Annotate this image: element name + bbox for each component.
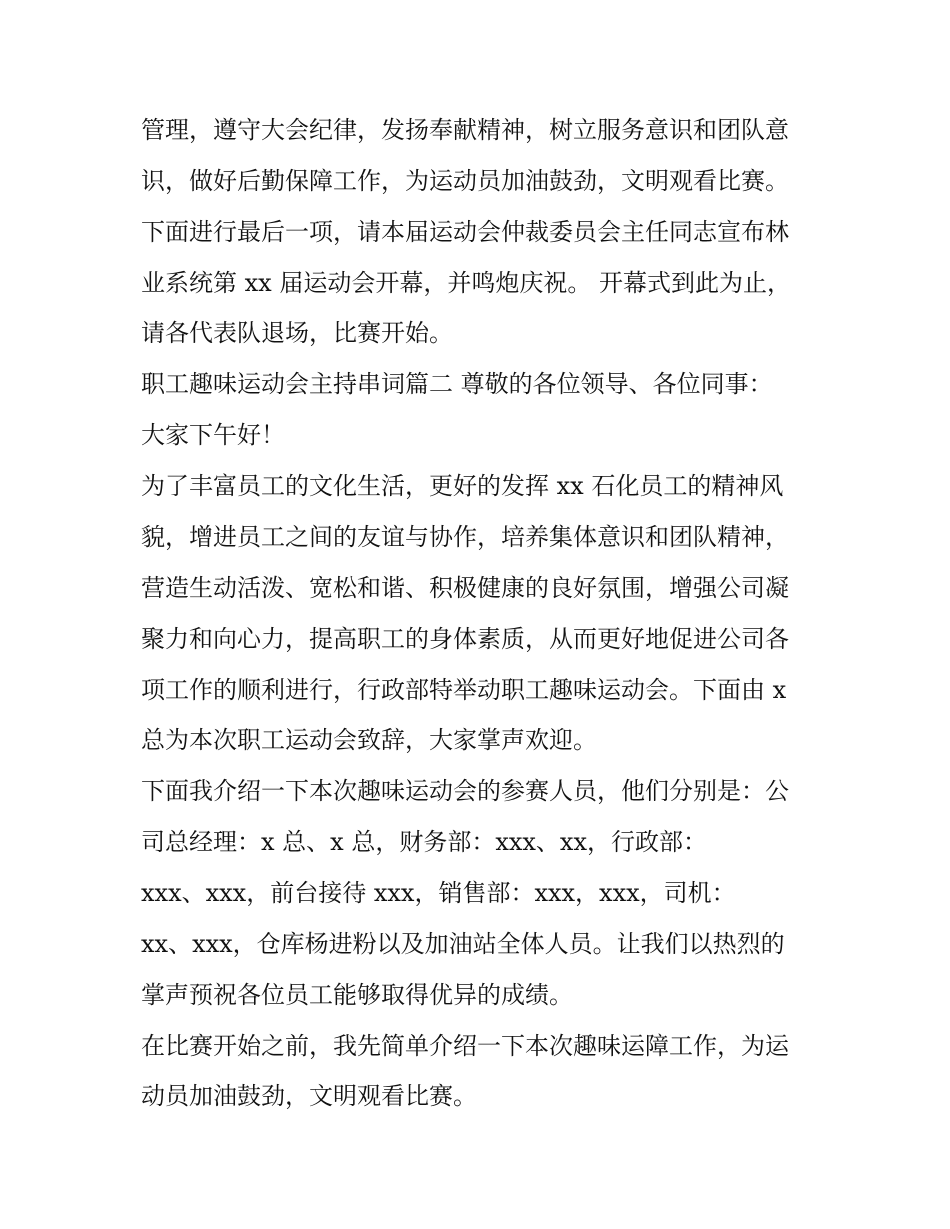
text-line: 下面进行最后一项，请本届运动会仲裁委员会主任同志宣布林	[141, 218, 789, 246]
text-line: 为了丰富员工的文化生活，更好的发挥 xx 石化员工的精神风	[141, 472, 784, 500]
text-line: 在比赛开始之前，我先简单介绍一下本次趣味运障工作，为运	[141, 1032, 789, 1060]
text-line: 聚力和向心力，提高职工的身体素质，从而更好地促进公司各	[141, 625, 789, 653]
text-line: 业系统第 xx 届运动会开幕，并鸣炮庆祝。 开幕式到此为止，	[141, 269, 791, 297]
text-line: xx、xxx，仓库杨进粉以及加油站全体人员。让我们以热烈的	[141, 930, 785, 958]
text-line: xxx、xxx，前台接待 xxx，销售部：xxx，xxx，司机：	[141, 879, 736, 907]
text-line: 识，做好后勤保障工作，为运动员加油鼓劲，文明观看比赛。	[141, 167, 789, 195]
text-line: 营造生动活泼、宽松和谐、积极健康的良好氛围，增强公司凝	[141, 574, 789, 602]
section-heading-line: 职工趣味运动会主持串词篇二 尊敬的各位领导、各位同事：	[141, 370, 773, 398]
greeting-line: 大家下午好！	[141, 421, 285, 449]
text-line: 下面我介绍一下本次趣味运动会的参赛人员，他们分别是：公	[141, 777, 789, 805]
text-line: 总为本次职工运动会致辞，大家掌声欢迎。	[141, 726, 597, 754]
text-line: 请各代表队退场，比赛开始。	[141, 319, 453, 347]
text-line: 项工作的顺利进行，行政部特举动职工趣味运动会。下面由 x	[141, 676, 787, 704]
text-line: 掌声预祝各位员工能够取得优异的成绩。	[141, 981, 573, 1009]
text-line: 管理，遵守大会纪律，发扬奉献精神，树立服务意识和团队意	[141, 116, 789, 144]
text-line: 动员加油鼓劲，文明观看比赛。	[141, 1082, 477, 1110]
text-line: 貌，增进员工之间的友谊与协作，培养集体意识和团队精神，	[141, 523, 789, 551]
text-line: 司总经理：x 总、x 总，财务部：xxx、xx，行政部：	[141, 828, 708, 856]
